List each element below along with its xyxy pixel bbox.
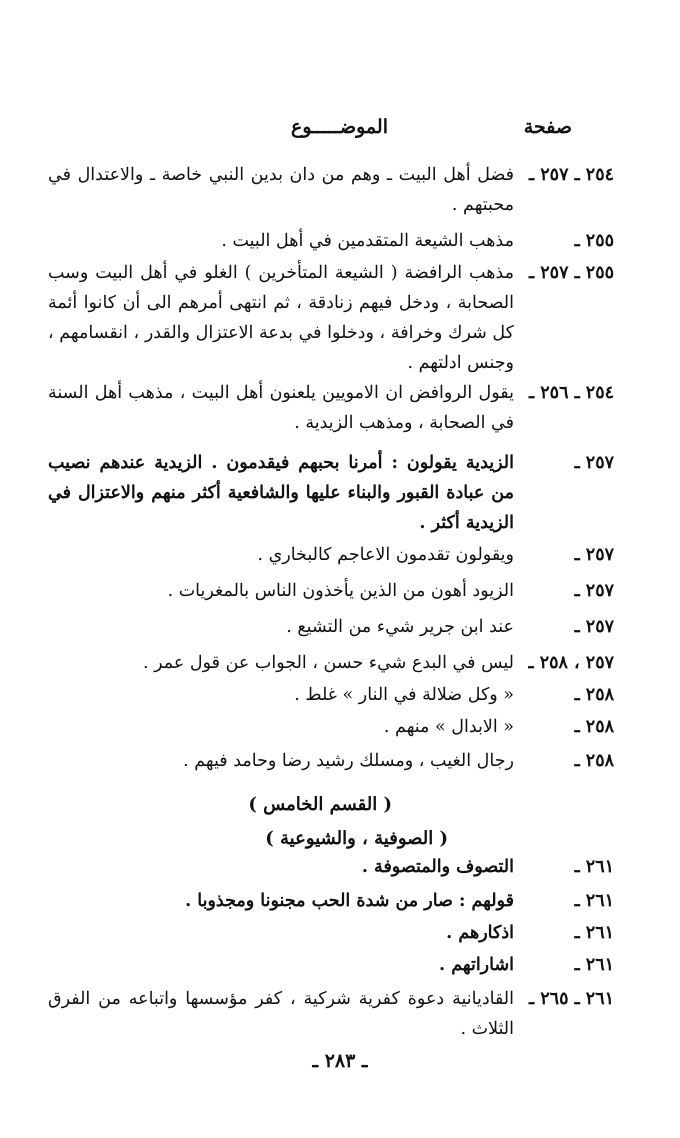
index-entry [48, 378, 614, 438]
entry-pages: ٢٥٨ ـ [574, 685, 614, 705]
index-entry [48, 448, 614, 538]
entry-pages: ٢٦١ ـ ٢٦٥ ـ [529, 989, 614, 1009]
entry-pages: ٢٥٧ ، ٢٥٨ ـ [528, 653, 614, 673]
topic-column-header: الموضـــــوع [291, 116, 388, 138]
index-entry [48, 852, 614, 882]
index-entry [48, 984, 614, 1044]
entry-text: ويقولون تقدمون الاعاجم كالبخاري . [257, 545, 514, 565]
entry-pages: ٢٦١ ـ [574, 955, 614, 975]
entry-pages: ٢٥٧ ـ [574, 545, 614, 565]
index-entry [48, 540, 614, 570]
entry-text: القاديانية دعوة كفرية شركية ، كفر مؤسسها واتباعه من الفرق الثلاث . [48, 989, 514, 1039]
entry-text: عند ابن جرير شيء من التشيع . [286, 617, 514, 637]
page-column-header: صفحة [523, 116, 572, 138]
entry-pages: ٢٥٥ ـ ٢٥٧ ـ [529, 263, 614, 283]
entry-text: « وكل ضلالة في النار » غلط . [294, 685, 514, 705]
entry-text: اذكارهم . [446, 923, 514, 943]
entry-text: قولهم : صار من شدة الحب مجنونا ومجذوبا . [185, 891, 514, 911]
index-entry [48, 612, 614, 642]
entry-text: مذهب الرافضة ( الشيعة المتأخرين ) الغلو في أهل البيت وسب الصحابة ، ودخل فيهم زنادقة ، ثم انتهى أمرهم الى أن كانوا أئمة كل شرك وخرافة ، ودخلوا في بدعة الاعتزال والقدر ، انقسامهم ، وجنس ادلتهم . [48, 263, 514, 373]
entry-text: « الابدال » منهم . [383, 717, 514, 737]
entry-pages: ٢٥٧ ـ [574, 581, 614, 601]
index-entry [48, 258, 614, 378]
entry-text: يقول الروافض ان الامويين يلعنون أهل البيت ، مذهب أهل السنة في الصحابة ، ومذهب الزيدية . [48, 383, 514, 433]
entry-pages: ٢٥٤ ـ ٢٥٧ ـ [529, 165, 614, 185]
index-entry [48, 712, 614, 742]
entry-text: الزيدية يقولون : أمرنا بحبهم فيقدمون . الزيدية عندهم نصيب من عبادة القبور والبناء عليها والشافعية أكثر منهم والاعتزال في الزيدية أكثر . [48, 453, 514, 533]
section-subtitle: ( الصوفية ، والشيوعية ) [265, 828, 448, 849]
entry-text: مذهب الشيعة المتقدمين في أهل البيت . [221, 231, 514, 251]
entry-pages: ٢٥٨ ـ [574, 717, 614, 737]
section-title: ( القسم الخامس ) [248, 794, 392, 815]
entry-pages: ٢٥٧ ـ [574, 617, 614, 637]
entry-pages: ٢٥٥ ـ [574, 231, 614, 251]
entry-pages: ٢٥٧ ـ [574, 453, 614, 473]
entry-pages: ٢٦١ ـ [574, 857, 614, 877]
index-entry [48, 680, 614, 710]
index-entry [48, 746, 614, 776]
entry-text: فضل أهل البيت ـ وهم من دان بدين النبي خاصة ـ والاعتدال في محبتهم . [48, 165, 514, 215]
entry-text: التصوف والمتصوفة . [361, 857, 514, 877]
entry-pages: ٢٦١ ـ [574, 891, 614, 911]
entry-pages: ٢٥٤ ـ ٢٥٦ ـ [529, 383, 614, 403]
entry-pages: ٢٥٨ ـ [574, 751, 614, 771]
index-entry [48, 918, 614, 948]
entry-text: اشاراتهم . [439, 955, 514, 975]
page-number: ـ ٢٨٣ ـ [312, 1050, 368, 1072]
index-entry [48, 160, 614, 220]
index-entry [48, 648, 614, 678]
index-entry [48, 226, 614, 256]
index-entry [48, 576, 614, 606]
entry-text: ليس في البدع شيء حسن ، الجواب عن قول عمر . [142, 653, 514, 673]
entry-text: الزيود أهون من الذين يأخذون الناس بالمغريات . [167, 581, 514, 601]
index-entry [48, 950, 614, 980]
entry-text: رجال الغيب ، ومسلك رشيد رضا وحامد فيهم . [183, 751, 514, 771]
entry-pages: ٢٦١ ـ [574, 923, 614, 943]
index-entry [48, 886, 614, 916]
